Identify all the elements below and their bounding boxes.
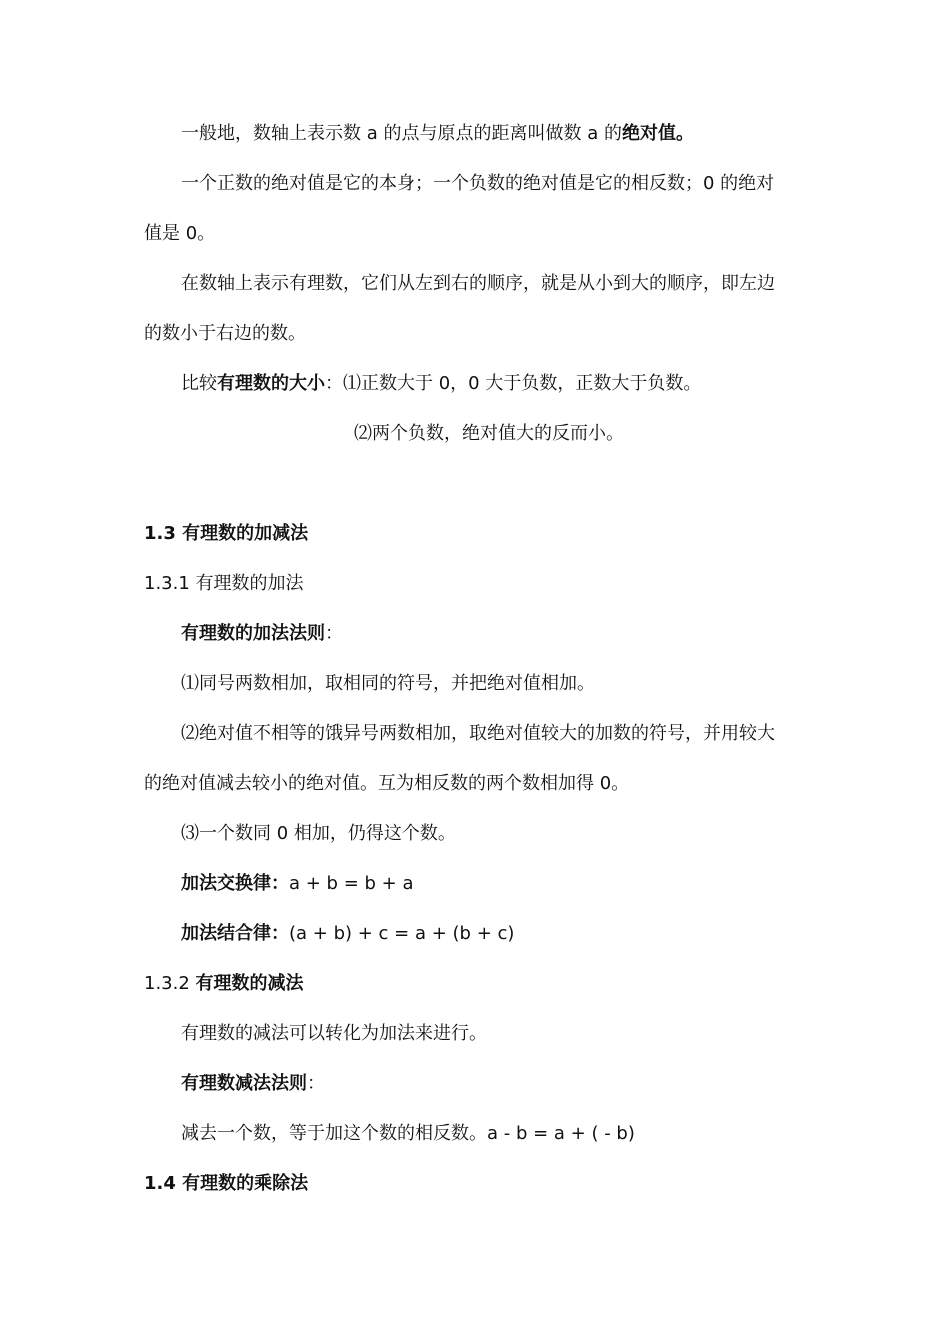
addition-rule-2-line-1: ⑵绝对值不相等的饿异号两数相加，取绝对值较大的加数的符号，并用较大: [181, 723, 775, 744]
subsection-heading-1-3-2: [144, 972, 304, 996]
absolute-value-term: 绝对值。: [621, 123, 694, 144]
definition-text: 一般地，数轴上表示数 a 的点与原点的距离叫做数 a 的: [181, 123, 622, 144]
compare-rule-1: [181, 372, 701, 396]
abs-rule-line-1: 一个正数的绝对值是它的本身；一个负数的绝对值是它的相反数；0 的绝对: [181, 173, 775, 194]
section-heading-1-4: 1.4 有理数的乘除法: [144, 1173, 309, 1194]
commutative-law-formula: a + b = b + a: [289, 873, 414, 894]
number-order-line-1: 在数轴上表示有理数，它们从左到右的顺序，就是从小到大的顺序，即左边: [181, 273, 775, 294]
number-order-line-2: 的数小于右边的数。: [144, 323, 306, 344]
associative-law: [181, 922, 514, 946]
addition-rule-title: [181, 622, 343, 646]
colon: ：: [307, 1073, 325, 1094]
abs-rule-line-2: 值是 0。: [144, 223, 216, 244]
subtraction-rule-term: 有理数减法法则: [181, 1073, 307, 1094]
section-heading-1-3: 1.3 有理数的加减法: [144, 523, 309, 544]
addition-rule-term: 有理数的加法法则: [181, 623, 325, 644]
associative-law-term: 加法结合律：: [181, 923, 289, 944]
subsection-title: 有理数的减法: [195, 973, 304, 994]
compare-prefix: 比较: [181, 373, 217, 394]
addition-rule-2-line-2: 的绝对值减去较小的绝对值。互为相反数的两个数相加得 0。: [144, 773, 630, 794]
subtraction-intro: 有理数的减法可以转化为加法来进行。: [181, 1023, 487, 1044]
associative-law-formula: (a + b) + c = a + (b + c): [289, 923, 515, 944]
commutative-law: [181, 872, 414, 896]
compare-rule-text: ：⑴正数大于 0，0 大于负数，正数大于负数。: [325, 373, 702, 394]
subsection-number: 1.3.2: [144, 973, 196, 994]
commutative-law-term: 加法交换律：: [181, 873, 289, 894]
addition-rule-1: ⑴同号两数相加，取相同的符号，并把绝对值相加。: [181, 673, 595, 694]
subsection-heading-1-3-1: 1.3.1 有理数的加法: [144, 573, 304, 594]
compare-rule-2: ⑵两个负数，绝对值大的反而小。: [354, 423, 624, 444]
colon: ：: [325, 623, 343, 644]
compare-term: 有理数的大小: [217, 373, 325, 394]
subtraction-rule-title: [181, 1072, 325, 1096]
subtraction-rule: 减去一个数，等于加这个数的相反数。a - b = a + ( - b): [181, 1123, 635, 1144]
addition-rule-3: ⑶一个数同 0 相加，仍得这个数。: [181, 823, 456, 844]
absolute-value-definition: [181, 122, 694, 146]
